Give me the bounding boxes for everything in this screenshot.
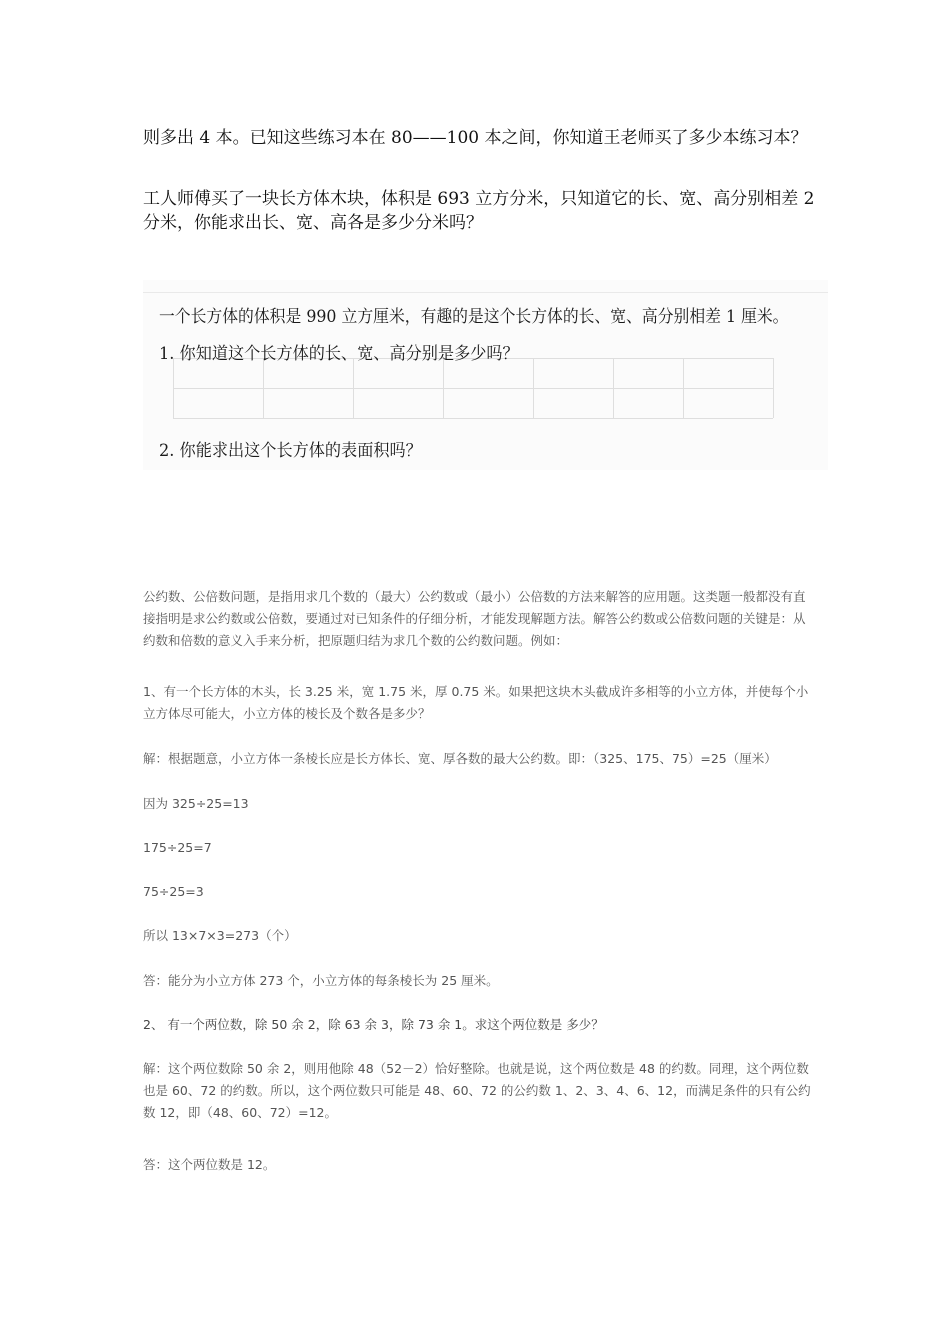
problem-notebooks: 则多出 4 本。已知这些练习本在 80——100 本之间，你知道王老师买了多少本练习本？ <box>143 128 808 148</box>
scan-problem-statement: 一个长方体的体积是 990 立方厘米，有趣的是这个长方体的长、宽、高分别相差 1 厘米。 <box>159 307 789 327</box>
example-1-calc-3: 75÷25=3 <box>143 884 204 899</box>
article-intro: 公约数、公倍数问题，是指用求几个数的（最大）公约数或（最小）公倍数的方法来解答的应用题。这类题一般都没有直接指明是求公约数或公倍数，要通过对已知条件的仔细分析，才能发现解题方法。解答公约数或公倍数问题的关键是：从约数和倍数的意义入手来分析，把原题归结为求几个数的公约数问题。例如： <box>143 589 806 648</box>
example-1-calc-4: 所以 13×7×3=273（个） <box>143 928 297 943</box>
example-1-answer: 答：能分为小立方体 273 个，小立方体的每条棱长为 25 厘米。 <box>143 973 499 988</box>
scan-question-2: 2. 你能求出这个长方体的表面积吗？ <box>159 441 422 461</box>
example-1-question: 1、有一个长方体的木头，长 3.25 米，宽 1.75 米，厚 0.75 米。如果把这块木头截成许多相等的小立方体，并使每个小立方体尽可能大，小立方体的棱长及个数各是多少？ <box>143 684 809 721</box>
example-1-calc-2: 175÷25=7 <box>143 840 212 855</box>
example-2-question: 2、 有一个两位数，除 50 余 2，除 63 余 3，除 73 余 1。求这个两位数是 多少？ <box>143 1017 604 1032</box>
example-1-calc-1: 因为 325÷25=13 <box>143 796 249 811</box>
scanned-problem-image <box>143 280 828 470</box>
example-2-solution: 解：这个两位数除 50 余 2，则用他除 48（52－2）恰好整除。也就是说，这个两位数是 48 的约数。同理，这个两位数也是 60、72 的约数。所以，这个两位数只可能是 48、60、72 的公约数 1、2、3、4、6、12，而满足条件的只有公约数 12，即（48、60、72）=12。 <box>143 1061 811 1120</box>
scan-question-1: 1. 你知道这个长方体的长、宽、高分别是多少吗？ <box>159 344 519 364</box>
example-1-solution: 解：根据题意，小立方体一条棱长应是长方体长、宽、厚各数的最大公约数。即：（325、175、75）=25（厘米） <box>143 751 777 766</box>
example-2-answer: 答：这个两位数是 12。 <box>143 1157 276 1172</box>
problem-wood-block: 工人师傅买了一块长方体木块，体积是 693 立方分米，只知道它的长、宽、高分别相差 2 分米，你能求出长、宽、高各是多少分米吗？ <box>143 189 815 233</box>
